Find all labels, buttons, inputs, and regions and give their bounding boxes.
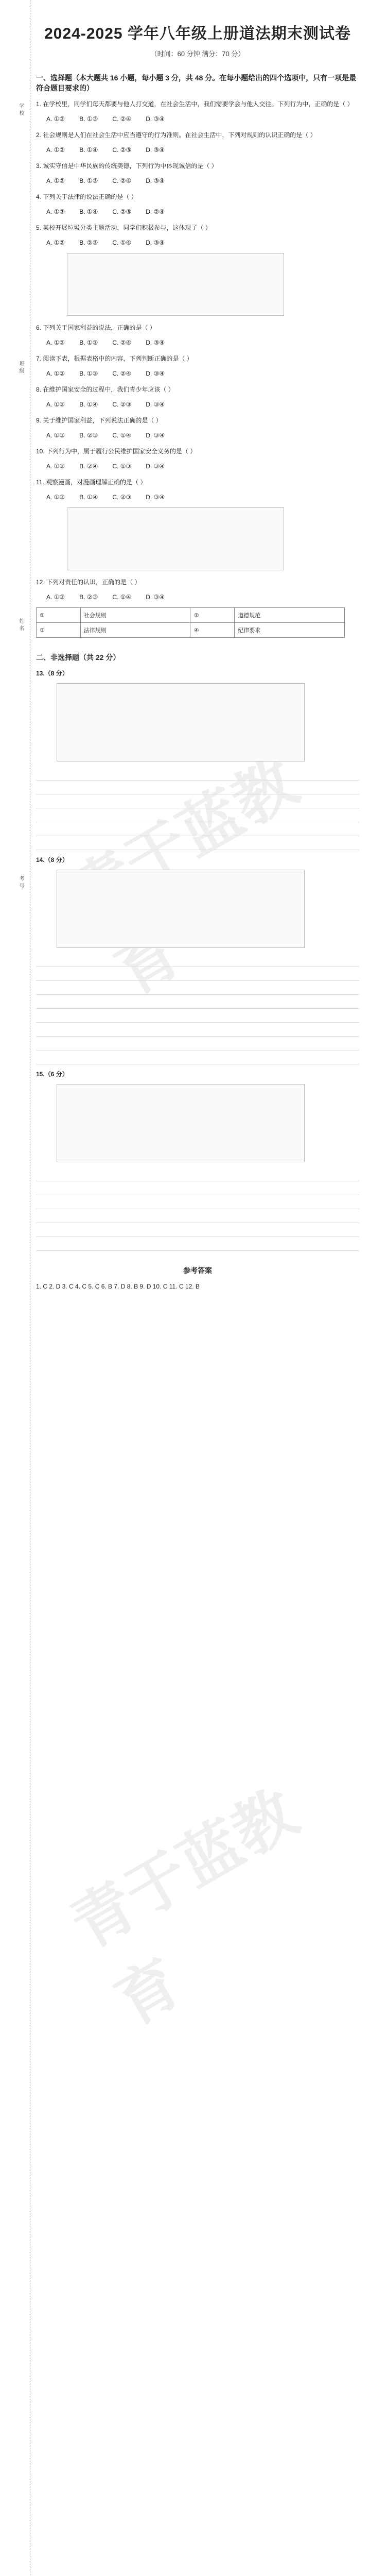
option-text: D. ③④ [146,239,165,246]
option-text: D. ③④ [146,463,165,470]
option-text: C. ①④ [112,432,132,439]
exam-content [36,0,359,1292]
question-text: 11. 观察漫画，对漫画理解正确的是（ ） [36,479,147,486]
big-question-label: 14.（8 分） [36,856,68,863]
question-item [36,129,359,155]
option-text: B. ②④ [79,463,98,470]
question-options [46,114,359,124]
option-text: A. ①② [46,370,65,377]
question-text: 3. 诚实守信是中华民族的传统美德，下列行为中体现诚信的是（ ） [36,162,218,170]
binding-margin [0,0,30,2576]
big-question-label: 13.（8 分） [36,670,68,677]
option-text: B. ①③ [79,370,98,377]
option-text: B. ②③ [79,432,98,439]
answer-line[interactable] [36,981,359,995]
illustration-figure [67,253,284,316]
section-heading: 二、非选择题（共 22 分） [36,653,120,662]
question-item [36,160,359,186]
answer-line[interactable] [36,1209,359,1223]
answer-line[interactable] [36,1181,359,1195]
answers-heading: 参考答案 [183,1266,212,1275]
binding-label: 学校 [18,103,24,117]
option-text: C. ②④ [112,339,132,346]
table-cell: ③ [37,623,81,638]
option-text: D. ③④ [146,146,165,154]
question-options [46,337,359,348]
option-text: D. ③④ [146,401,165,408]
option-text: A. ①② [46,594,65,601]
question-text: 9. 关于维护国家利益，下列说法正确的是（ ） [36,417,162,424]
answer-line[interactable] [36,1023,359,1037]
exam-subtitle: （时间：60 分钟 满分：70 分） [150,50,245,58]
question-item [36,384,359,410]
option-text: B. ②③ [79,594,98,601]
answer-line[interactable] [36,808,359,822]
big-question [36,854,359,1064]
question-options [46,430,359,440]
question-options [46,145,359,155]
table-cell: 法律规则 [80,623,190,638]
question-text: 1. 在学校里，同学们每天都要与他人打交道，在社会生活中，我们需要学会与他人交往。下列行为中，正确的是（ ） [36,100,354,108]
exam-title: 2024-2025 学年八年级上册道法期末测试卷 [44,25,351,42]
option-text: C. ②④ [112,370,132,377]
option-text: A. ①② [46,177,65,184]
option-text: B. ①③ [79,339,98,346]
table-cell: 道德规范 [235,608,345,623]
question-text: 7. 阅读下表，根据表格中的内容，下列判断正确的是（ ） [36,355,193,362]
answer-line[interactable] [36,781,359,794]
option-text: D. ③④ [146,115,165,123]
option-text: A. ①② [46,339,65,346]
question-text: 4. 下列关于法律的说法正确的是（ ） [36,193,137,200]
question-item [36,98,359,124]
question-list [36,98,359,602]
question-item [36,477,359,570]
option-text: B. ②③ [79,239,98,246]
option-text: B. ①④ [79,146,98,154]
material-figure [57,1084,305,1162]
answer-line[interactable] [36,953,359,967]
option-text: A. ①③ [46,208,65,215]
question-item [36,446,359,471]
big-question-label: 15.（6 分） [36,1071,68,1078]
option-text: C. ②④ [112,115,132,123]
question-item [36,222,359,316]
option-text: C. ②③ [112,208,132,215]
answer-line[interactable] [36,822,359,836]
answer-line[interactable] [36,1237,359,1251]
question-options [46,592,359,602]
option-text: C. ②③ [112,146,132,154]
material-figure [57,870,305,948]
binding-label: 姓名 [18,618,24,633]
table-cell: ④ [190,623,235,638]
question-item [36,415,359,440]
table-cell: ① [37,608,81,623]
question-item [36,353,359,379]
answer-line[interactable] [36,836,359,850]
question-options [46,368,359,379]
option-text: B. ①④ [79,208,98,215]
watermark: 青于蓝教育 [60,747,309,1008]
option-text: B. ①④ [79,401,98,408]
question-options [46,492,359,502]
option-text: D. ③④ [146,339,165,346]
option-text: C. ②③ [112,494,132,501]
option-text: C. ①③ [112,463,132,470]
section-heading: 一、选择题（本大题共 16 小题，每小题 3 分，共 48 分。在每小题给出的四个选项中，只有一项是最符合题目要求的） [36,74,357,92]
option-text: A. ①② [46,432,65,439]
table-cell: ② [190,608,235,623]
answer-line[interactable] [36,995,359,1009]
option-text: D. ②④ [146,208,165,215]
option-text: C. ②④ [112,177,132,184]
question-text: 8. 在维护国家安全的过程中，我们青少年应该（ ） [36,386,174,393]
binding-label: 班级 [18,361,24,375]
question-options [46,238,359,248]
material-figure [57,683,305,761]
option-text: D. ③④ [146,432,165,439]
answer-key: 1. C 2. D 3. C 4. C 5. C 6. B 7. D 8. B 9. D 10. C 11. C 12. B [36,1283,200,1290]
big-question [36,1069,359,1251]
binding-label: 考号 [18,876,24,890]
question-text: 12. 下列对责任的认识，正确的是（ ） [36,579,141,586]
answer-line[interactable] [36,1195,359,1209]
option-text: A. ①② [46,239,65,246]
answer-line[interactable] [36,794,359,808]
option-text: A. ①② [46,115,65,123]
question-options [46,207,359,217]
option-text: A. ①② [46,146,65,154]
answer-line[interactable] [36,1223,359,1237]
option-text: D. ③④ [146,177,165,184]
option-text: D. ③④ [146,494,165,501]
option-text: C. ①④ [112,239,132,246]
question-table [36,607,345,638]
question-options [46,176,359,186]
option-text: B. ①④ [79,494,98,501]
illustration-figure [67,507,284,570]
option-text: A. ①② [46,494,65,501]
answer-line[interactable] [36,1167,359,1181]
answer-line[interactable] [36,1050,359,1064]
table-cell: 社会规则 [80,608,190,623]
question-item [36,322,359,348]
option-text: D. ③④ [146,370,165,377]
option-text: C. ①④ [112,594,132,601]
question-text: 5. 某校开展垃圾分类主题活动，同学们积极参与，这体现了（ ） [36,224,212,231]
answer-line[interactable] [36,967,359,981]
answer-line[interactable] [36,1009,359,1023]
option-text: A. ①② [46,401,65,408]
option-text: B. ①③ [79,115,98,123]
answer-line[interactable] [36,1037,359,1050]
question-text: 10. 下列行为中，属于履行公民维护国家安全义务的是（ ） [36,448,197,455]
table-cell: 纪律要求 [235,623,345,638]
watermark: 青于蓝教育 [60,1777,309,2038]
question-options [46,461,359,471]
question-item [36,191,359,217]
big-question-list [36,668,359,1251]
question-text: 6. 下列关于国家利益的说法，正确的是（ ） [36,324,156,331]
question-options [46,399,359,410]
option-text: C. ②③ [112,401,132,408]
option-text: D. ③④ [146,594,165,601]
option-text: A. ①② [46,463,65,470]
option-text: B. ①③ [79,177,98,184]
big-question [36,668,359,850]
question-item [36,577,359,602]
answer-line[interactable] [36,767,359,781]
question-text: 2. 社会规则是人们在社会生活中应当遵守的行为准则。在社会生活中，下列对规则的认识正确的是（ ） [36,131,316,139]
